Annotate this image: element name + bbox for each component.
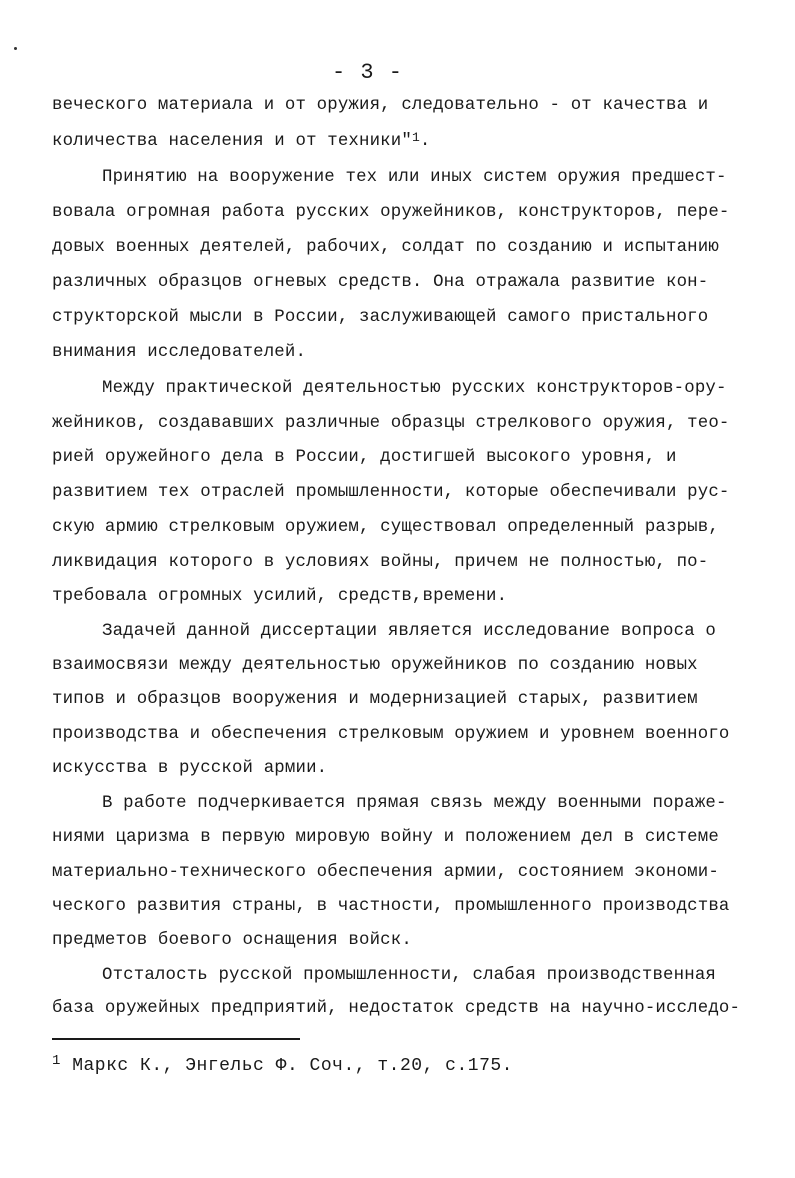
- text-line: внимания исследователей.: [52, 343, 307, 362]
- text-line: вовала огромная работа русских оружейников, конструкторов, пере-: [52, 203, 730, 222]
- text-line: вечеcкого материала и от оружия, следовательно - от качества и: [52, 96, 709, 115]
- text-line: типов и образцов вооружения и модернизацией старых, развитием: [52, 690, 698, 709]
- text-line: структорской мысли в России, заслуживающей самого пристального: [52, 308, 709, 327]
- text-line: производства и обеспечения стрелковым оружием и уровнем военного: [52, 725, 730, 744]
- text-line: жейников, создававших различные образцы стрелкового оружия, тео-: [52, 414, 730, 433]
- text-line: довых военных деятелей, рабочих, солдат по созданию и испытанию: [52, 238, 719, 257]
- text-line: Отсталость русской промышленности, слабая производственная: [102, 966, 716, 985]
- text-line: предметов боевого оснащения войск.: [52, 931, 412, 950]
- text-line: ческого развития страны, в частности, промышленного производства: [52, 897, 730, 916]
- footnote-text: Маркс К., Энгельс Ф. Соч., т.20, с.175.: [60, 1056, 513, 1076]
- footnote-ref: 1: [411, 130, 420, 145]
- text-segment: количества населения и от техники": [52, 132, 412, 151]
- text-line: база оружейных предприятий, недостаток средств на научно-исследо-: [52, 999, 741, 1018]
- text-line: ниями царизма в первую мировую войну и положением дел в системе: [52, 828, 719, 847]
- footnote: [52, 1054, 513, 1079]
- text-line: взаимосвязи между деятельностью оружейников по созданию новых: [52, 656, 698, 675]
- footnote-divider: [52, 1038, 300, 1040]
- text-segment: .: [419, 132, 431, 151]
- text-line: ликвидация которого в условиях войны, причем не полностью, по-: [52, 553, 709, 572]
- text-line: Задачей данной диссертации является исследование вопроса о: [102, 622, 716, 641]
- text-line: Между практической деятельностью русских конструкторов-ору-: [102, 379, 727, 398]
- footnote-marker: 1: [52, 1053, 61, 1069]
- text-line: [52, 130, 752, 154]
- text-line: развитием тех отраслей промышленности, которые обеспечивали рус-: [52, 483, 730, 502]
- text-line: требовала огромных усилий, средств,времени.: [52, 587, 508, 606]
- page-number: - 3 -: [331, 60, 403, 85]
- text-line: В работе подчеркивается прямая связь между военными пораже-: [102, 794, 727, 813]
- text-line: рией оружейного дела в России, достигшей высокого уровня, и: [52, 448, 677, 467]
- text-line: искусства в русской армии.: [52, 759, 328, 778]
- text-line: материально-технического обеспечения армии, состоянием экономи-: [52, 863, 719, 882]
- scan-speck: [14, 47, 17, 50]
- text-line: скую армию стрелковым оружием, существовал определенный разрыв,: [52, 518, 719, 537]
- text-line: различных образцов огневых средств. Она отражала развитие кон-: [52, 273, 709, 292]
- text-line: Принятию на вооружение тех или иных систем оружия предшест-: [102, 168, 727, 187]
